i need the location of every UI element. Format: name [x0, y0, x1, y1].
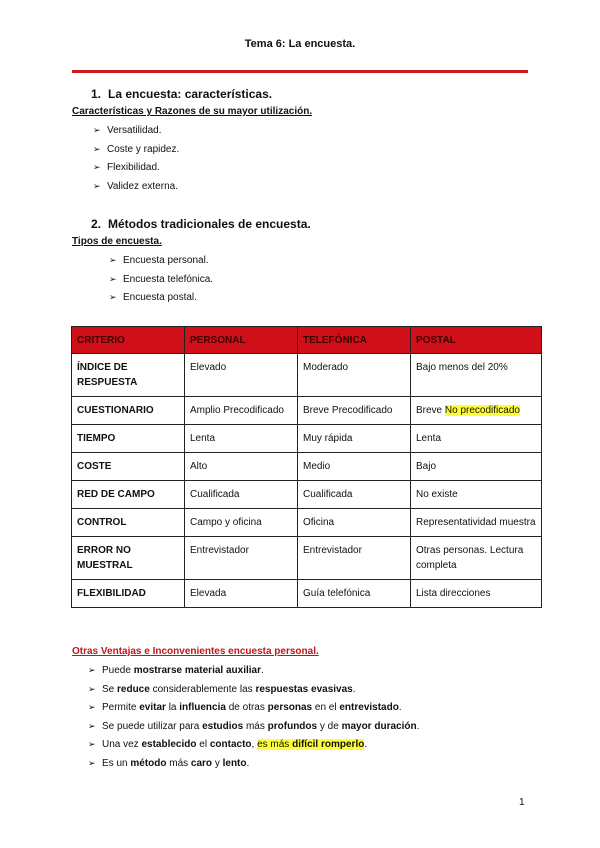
- page-number: 1: [519, 797, 525, 808]
- section-3-list: [88, 661, 419, 772]
- list-item: [88, 735, 419, 754]
- list-item-text: .: [416, 720, 420, 732]
- table-cell: Entrevistador: [185, 537, 298, 580]
- list-item-text: Una vez: [102, 739, 142, 750]
- table-row: [72, 537, 542, 580]
- survey-methods-table: [71, 326, 542, 608]
- section-1-number: 1.: [91, 87, 102, 101]
- list-item: [88, 680, 419, 699]
- list-item-text: considerablemente las: [149, 683, 256, 695]
- table-cell: Bajo menos del 20%: [411, 354, 542, 397]
- table-header-cell: CRITERIO: [72, 327, 185, 354]
- list-item-text: influencia: [179, 702, 226, 713]
- table-cell: Medio: [298, 453, 411, 481]
- section-2-list: [109, 251, 213, 307]
- table-row: [72, 354, 542, 397]
- list-item-text: mayor duración: [341, 720, 417, 732]
- arrow-bullet-icon: ➢: [109, 273, 117, 284]
- section-1-list: [93, 121, 179, 195]
- table-row: [72, 397, 542, 425]
- list-item: [93, 158, 179, 177]
- list-item-text: .: [352, 683, 356, 695]
- table-cell: Representatividad muestra: [411, 509, 542, 537]
- arrow-bullet-icon: ➢: [88, 720, 96, 731]
- section-1-heading: [91, 87, 272, 101]
- list-item-text: más: [243, 720, 268, 732]
- table-cell: Lista direcciones: [411, 580, 542, 608]
- table-cell: Elevado: [185, 354, 298, 397]
- table-row: [72, 481, 542, 509]
- title-divider: [72, 70, 528, 73]
- table-cell: Guía telefónica: [298, 580, 411, 608]
- list-item-text: estudios: [202, 720, 244, 732]
- list-item-text: establecido: [141, 739, 197, 750]
- table-row: [72, 453, 542, 481]
- criterion-cell: RED DE CAMPO: [72, 481, 185, 509]
- list-item-text: Encuesta postal.: [123, 292, 197, 303]
- list-item-text: contacto: [209, 739, 252, 750]
- list-item-text: personas: [267, 702, 313, 713]
- list-item-text: .: [364, 739, 368, 750]
- criterion-cell: TIEMPO: [72, 425, 185, 453]
- list-item-text: mostrarse material auxiliar: [133, 665, 261, 676]
- list-item-text: Es un: [102, 757, 131, 769]
- list-item-text: Coste y rapidez.: [107, 143, 180, 155]
- list-item-text: .: [398, 702, 402, 713]
- table-header-cell: POSTAL: [411, 327, 542, 354]
- list-item-text: reduce: [117, 683, 150, 695]
- arrow-bullet-icon: ➢: [88, 702, 96, 712]
- table-cell: Bajo: [411, 453, 542, 481]
- list-item-text: Se: [102, 683, 118, 695]
- criterion-cell: ERROR NO MUESTRAL: [72, 537, 185, 580]
- list-item-text: el: [196, 739, 210, 750]
- list-item-text: Versatilidad.: [107, 125, 162, 136]
- list-item-text: caro: [190, 757, 213, 769]
- table-cell: Muy rápida: [298, 425, 411, 453]
- list-item: [88, 754, 419, 773]
- table-cell: Elevada: [185, 580, 298, 608]
- list-item-text: evitar: [139, 702, 166, 713]
- table-row: [72, 425, 542, 453]
- list-item-text: más: [166, 757, 191, 769]
- list-item: [93, 177, 179, 196]
- list-item-text: respuestas evasivas: [255, 683, 353, 695]
- arrow-bullet-icon: ➢: [88, 739, 96, 749]
- list-item: [88, 717, 419, 736]
- arrow-bullet-icon: ➢: [93, 125, 101, 135]
- arrow-bullet-icon: ➢: [93, 180, 101, 191]
- table-cell: Entrevistador: [298, 537, 411, 580]
- list-item: [88, 698, 419, 717]
- table-cell: Cualificada: [185, 481, 298, 509]
- list-item-text: en el: [312, 702, 340, 713]
- table-cell: Otras personas. Lectura completa: [411, 537, 542, 580]
- section-1-subheading: Características y Razones de su mayor utilización.: [72, 106, 313, 117]
- criterion-cell: CONTROL: [72, 509, 185, 537]
- list-item: [109, 251, 213, 270]
- criterion-cell: ÍNDICE DE RESPUESTA: [72, 354, 185, 397]
- section-2-number: 2.: [91, 217, 102, 231]
- list-item-text: Permite: [102, 702, 140, 713]
- list-item-text: .: [261, 665, 264, 676]
- table-cell: Amplio Precodificado: [185, 397, 298, 425]
- criterion-cell: COSTE: [72, 453, 185, 481]
- list-item: [93, 140, 179, 159]
- criterion-cell: CUESTIONARIO: [72, 397, 185, 425]
- highlighted-text: es más: [257, 739, 293, 750]
- table-cell: [411, 397, 542, 425]
- table-cell: Campo y oficina: [185, 509, 298, 537]
- section-2-title: Métodos tradicionales de encuesta.: [108, 217, 311, 231]
- section-3-subheading: Otras Ventajas e Inconvenientes encuesta personal.: [72, 646, 319, 657]
- highlighted-text: No precodificado: [444, 405, 520, 416]
- table-row: [72, 509, 542, 537]
- list-item-text: ,: [251, 739, 258, 750]
- arrow-bullet-icon: ➢: [93, 162, 101, 172]
- arrow-bullet-icon: ➢: [88, 683, 96, 694]
- table-cell: Oficina: [298, 509, 411, 537]
- list-item: [109, 270, 213, 289]
- arrow-bullet-icon: ➢: [109, 292, 117, 302]
- arrow-bullet-icon: ➢: [109, 255, 117, 265]
- list-item-text: Validez externa.: [107, 180, 178, 192]
- list-item-text: Flexibilidad.: [107, 162, 160, 173]
- section-1-title: La encuesta: características.: [108, 87, 273, 101]
- table-cell: Alto: [185, 453, 298, 481]
- list-item-text: de otras: [225, 702, 268, 713]
- table-cell: Lenta: [411, 425, 542, 453]
- list-item-text: método: [130, 757, 167, 769]
- table-row: [72, 580, 542, 608]
- table-cell: Moderado: [298, 354, 411, 397]
- table-cell: Cualificada: [298, 481, 411, 509]
- list-item-text: entrevistado: [339, 702, 399, 713]
- list-item-text: la: [165, 702, 180, 713]
- list-item-text: profundos: [267, 720, 318, 732]
- list-item-text: lento: [222, 757, 247, 769]
- table-cell: No existe: [411, 481, 542, 509]
- list-item: [93, 121, 179, 140]
- list-item: [109, 288, 213, 307]
- table-header-row: [72, 327, 542, 354]
- table-cell: Lenta: [185, 425, 298, 453]
- page-title: Tema 6: La encuesta.: [244, 38, 356, 50]
- list-item-text: y: [212, 757, 223, 769]
- criterion-cell: FLEXIBILIDAD: [72, 580, 185, 608]
- table-header-cell: PERSONAL: [185, 327, 298, 354]
- list-item-text: Encuesta telefónica.: [123, 273, 214, 285]
- table-cell: Breve Precodificado: [298, 397, 411, 425]
- section-2-subheading: Tipos de encuesta.: [72, 236, 162, 247]
- list-item-text: y de: [317, 720, 342, 732]
- table-cell-text: Breve: [416, 405, 443, 416]
- arrow-bullet-icon: ➢: [88, 757, 96, 768]
- table-header-cell: TELEFÓNICA: [298, 327, 411, 354]
- section-2-heading: [91, 217, 311, 231]
- arrow-bullet-icon: ➢: [93, 143, 101, 154]
- list-item-text: Encuesta personal.: [123, 255, 209, 266]
- list-item-text: .: [246, 757, 250, 769]
- list-item: [88, 661, 419, 680]
- arrow-bullet-icon: ➢: [88, 665, 96, 675]
- list-item-text: Puede: [102, 665, 134, 676]
- highlighted-text: difícil romperlo: [292, 739, 365, 750]
- list-item-text: Se puede utilizar para: [102, 720, 203, 732]
